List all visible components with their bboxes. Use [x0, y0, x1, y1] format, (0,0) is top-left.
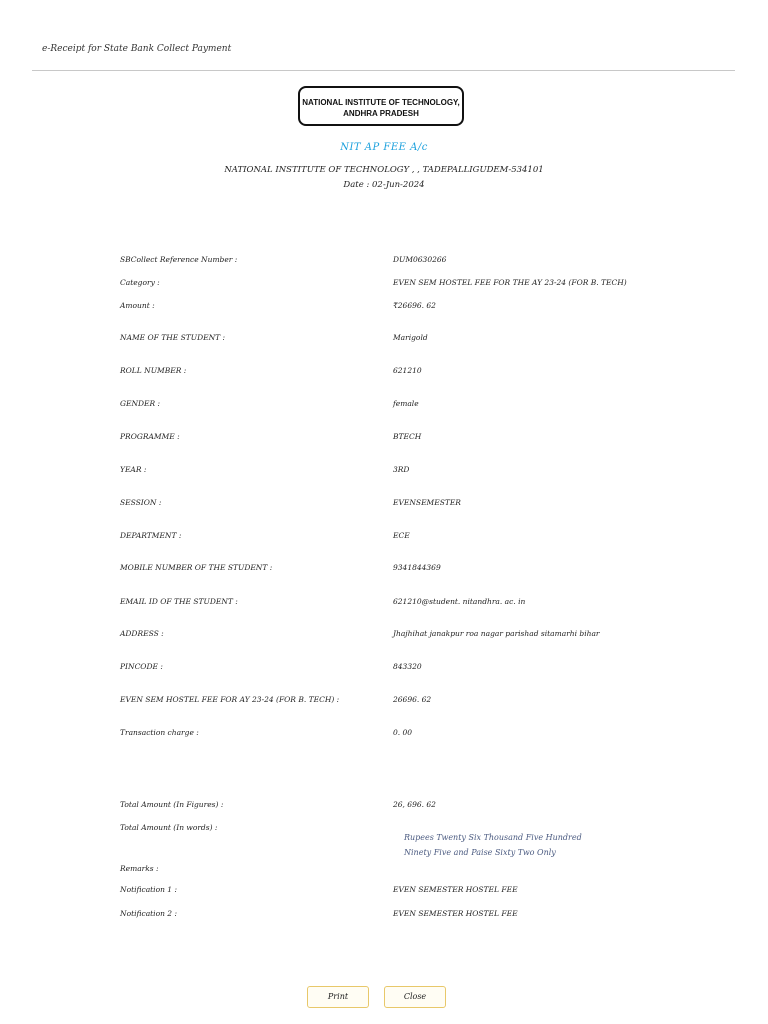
institute-address: NATIONAL INSTITUTE OF TECHNOLOGY , , TADEPALLIGUDEM-534101 [224, 165, 544, 175]
field-value: 26696. 62 [393, 695, 432, 704]
logo-line-2: ANDHRA PRADESH [343, 109, 419, 118]
total-amount-words [404, 830, 582, 860]
header-divider [32, 70, 735, 71]
field-label: EMAIL ID OF THE STUDENT : [120, 597, 238, 606]
receipt-header-title: e-Receipt for State Bank Collect Payment [42, 44, 232, 54]
field-label: Transaction charge : [120, 728, 199, 737]
field-value: 621210@student. nitandhra. ac. in [393, 597, 526, 606]
field-label: DEPARTMENT : [120, 531, 182, 540]
field-value: EVEN SEM HOSTEL FEE FOR THE AY 23-24 (FOR B. TECH) [393, 278, 627, 287]
field-label: PROGRAMME : [120, 432, 180, 441]
words-line-1: Rupees Twenty Six Thousand Five Hundred [404, 833, 582, 842]
field-value: ₹26696. 62 [393, 301, 436, 310]
field-value: 843320 [393, 662, 422, 671]
field-label: PINCODE : [120, 662, 163, 671]
field-value: 0. 00 [393, 728, 413, 737]
field-label: YEAR : [120, 465, 147, 474]
institute-logo [298, 86, 464, 126]
field-label: NAME OF THE STUDENT : [120, 333, 226, 342]
print-button[interactable]: Print [307, 986, 369, 1008]
field-label: Total Amount (In Figures) : [120, 800, 224, 809]
field-value: 9341844369 [393, 563, 441, 572]
field-value: Jhajhihat janakpur roa nagar parishad sitamarhi bihar [393, 629, 600, 638]
field-value: 621210 [393, 366, 422, 375]
field-label: GENDER : [120, 399, 161, 408]
field-label: ROLL NUMBER : [120, 366, 187, 375]
field-value: 3RD [393, 465, 410, 474]
field-label: Notification 2 : [120, 909, 177, 918]
field-value: EVEN SEMESTER HOSTEL FEE [393, 909, 518, 918]
field-label: Total Amount (In words) : [120, 823, 218, 832]
field-label: Remarks : [120, 864, 159, 873]
field-label: ADDRESS : [120, 629, 164, 638]
field-label: EVEN SEM HOSTEL FEE FOR AY 23-24 (FOR B. TECH) : [120, 695, 340, 704]
close-button[interactable]: Close [384, 986, 446, 1008]
field-value: EVENSEMESTER [393, 498, 461, 507]
logo-line-1: NATIONAL INSTITUTE OF TECHNOLOGY, [302, 98, 460, 107]
field-label: Amount : [120, 301, 155, 310]
field-label: SESSION : [120, 498, 162, 507]
words-line-2: Ninety Five and Paise Sixty Two Only [404, 848, 556, 857]
field-value: 26, 696. 62 [393, 800, 436, 809]
field-label: SBCollect Reference Number : [120, 255, 238, 264]
field-value: BTECH [393, 432, 422, 441]
field-value: EVEN SEMESTER HOSTEL FEE [393, 885, 518, 894]
field-value: Marigold [393, 333, 428, 342]
receipt-date: Date : 02-Jun-2024 [343, 180, 425, 190]
field-value: ECE [393, 531, 410, 540]
field-label: Category : [120, 278, 160, 287]
account-name: NIT AP FEE A/c [340, 142, 428, 153]
field-label: Notification 1 : [120, 885, 177, 894]
field-label: MOBILE NUMBER OF THE STUDENT : [120, 563, 273, 572]
field-value: DUM0630266 [393, 255, 447, 264]
field-value: female [393, 399, 419, 408]
